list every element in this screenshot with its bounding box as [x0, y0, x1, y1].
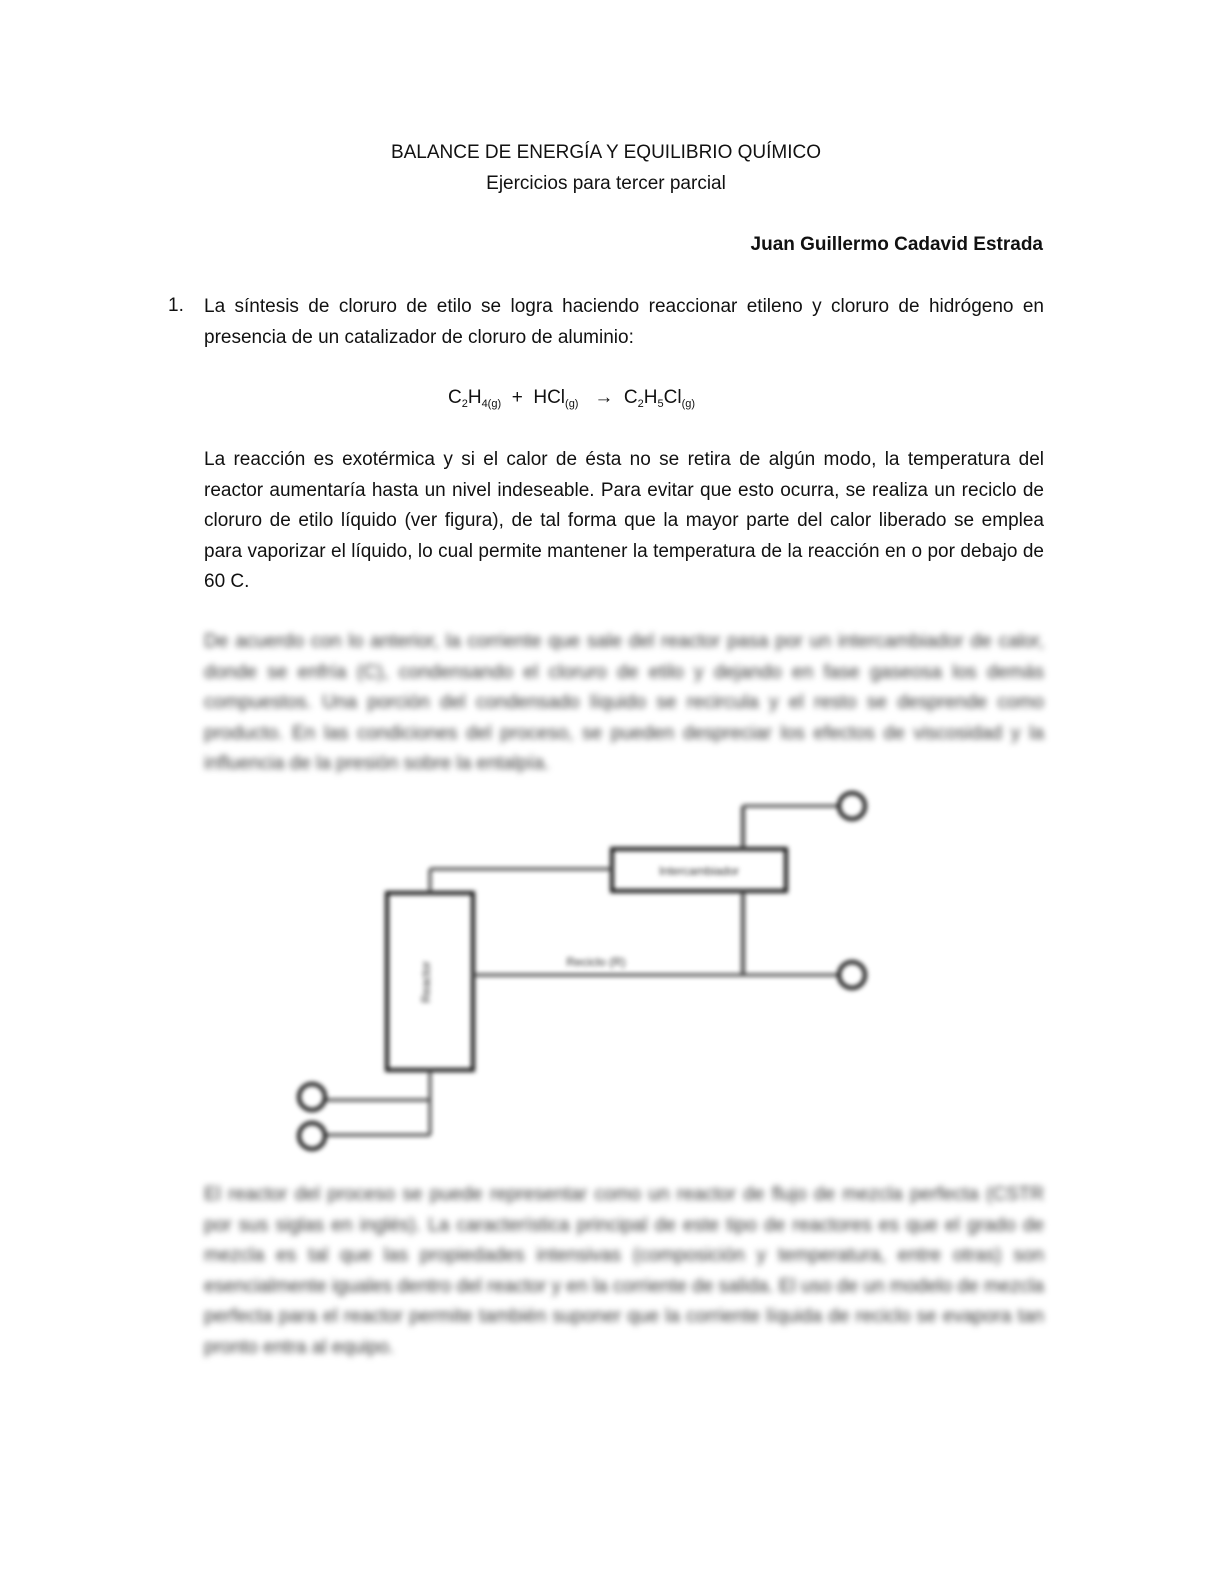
stream-gas-outlet	[839, 793, 865, 819]
exercise-paragraph-2: La reacción es exotérmica y si el calor de ésta no se retira de algún modo, la temperatura del reactor aumentaría hasta un nivel indeseable. Para evitar que esto ocurra, se realiza un reciclo de cloruro de etilo líquido (ver figura), de tal forma que la mayor parte del calor liberado se emplea para vaporizar el líquido, lo cual permite mantener la temperatura de la reacción en o por debajo de 60 C.	[204, 449, 1044, 592]
exercise-paragraph-4: El reactor del proceso se puede representar como un reactor de flujo de mezcla perfecta (CSTR por sus siglas en inglés). La característica principal de este tipo de reactores es que el grado de mezcla es tal que las propiedades intensivas (composición y temperatura, entre otras) son esencialmente iguales dentro del reactor y en la corriente de salida. El uso de un modelo de mezcla perfecta para el reactor permite también suponer que la corriente líquida de reciclo se evapora tan pronto entra al equipo.	[204, 1184, 1044, 1358]
document-subtitle: Ejercicios para tercer parcial	[486, 173, 726, 194]
exercise-paragraph-3: De acuerdo con lo anterior, la corriente que sale del reactor pasa por un intercambiador de calor, donde se enfría (C), condensando el cloruro de etilo y dejando en fase gaseosa los demás compuestos. Una porción del condensado líquido se recircula y el resto se desprende como producto. En las condiciones del proceso, se pueden despreciar los efectos de viscosidad y la influencia de la presión sobre la entalpía.	[204, 631, 1044, 774]
exercise-number: 1.	[168, 295, 184, 316]
stream-ethylene-feed	[299, 1084, 325, 1110]
chemical-equation: $C_2H_{4(g)} + HCl_{(g)}$ → $C_2H_5Cl_{(g)}$	[447, 387, 696, 410]
recycle-label: Reciclo (R)	[566, 955, 626, 969]
exchanger-label: Intercambiador	[658, 864, 740, 878]
exercise-intro: La síntesis de cloruro de etilo se logra haciendo reaccionar etileno y cloruro de hidrógeno en presencia de un catalizador de cloruro de aluminio:	[204, 296, 1044, 348]
stream-hcl-feed	[299, 1123, 325, 1149]
author-name: Juan Guillermo Cadavid Estrada	[750, 234, 1043, 255]
stream-product-outlet	[839, 962, 865, 988]
reactor-label: Reactor	[419, 960, 433, 1004]
document-title: BALANCE DE ENERGÍA Y EQUILIBRIO QUÍMICO	[390, 142, 822, 163]
